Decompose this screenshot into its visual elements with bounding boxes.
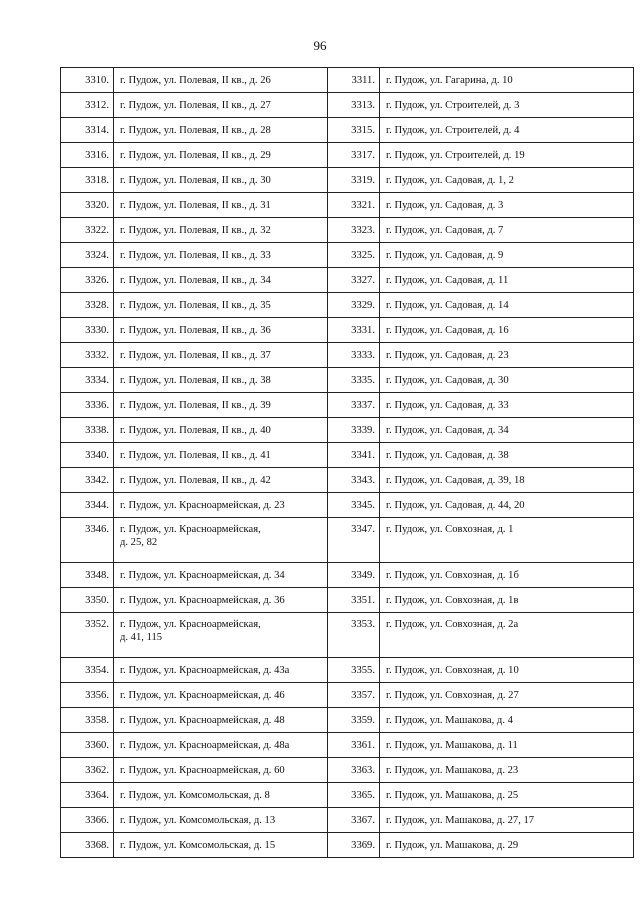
record-number: 3329.: [328, 293, 380, 318]
address-cell: г. Пудож, ул. Совхозная, д. 1в: [380, 588, 634, 613]
address-cell: г. Пудож, ул. Садовая, д. 38: [380, 443, 634, 468]
address-cell: г. Пудож, ул. Садовая, д. 7: [380, 218, 634, 243]
table-row: [61, 393, 634, 418]
table-row: [61, 658, 634, 683]
record-number: 3350.: [61, 588, 114, 613]
record-number: 3340.: [61, 443, 114, 468]
record-number: 3328.: [61, 293, 114, 318]
address-cell: г. Пудож, ул. Совхозная, д. 1: [380, 518, 634, 563]
record-number: 3352.: [61, 613, 114, 658]
address-cell: г. Пудож, ул. Машакова, д. 29: [380, 833, 634, 858]
address-cell: г. Пудож, ул. Машакова, д. 25: [380, 783, 634, 808]
record-number: 3316.: [61, 143, 114, 168]
table-row: [61, 808, 634, 833]
address-line: г. Пудож, ул. Красноармейская,: [120, 619, 261, 630]
record-number: 3313.: [328, 93, 380, 118]
record-number: 3347.: [328, 518, 380, 563]
address-cell: г. Пудож, ул. Совхозная, д. 10: [380, 658, 634, 683]
address-cell: г. Пудож, ул. Садовая, д. 1, 2: [380, 168, 634, 193]
record-number: 3366.: [61, 808, 114, 833]
address-cell: г. Пудож, ул. Машакова, д. 11: [380, 733, 634, 758]
table-row: [61, 563, 634, 588]
table-row: [61, 168, 634, 193]
address-cell: г. Пудож, ул. Садовая, д. 44, 20: [380, 493, 634, 518]
address-cell: г. Пудож, ул. Строителей, д. 3: [380, 93, 634, 118]
record-number: 3315.: [328, 118, 380, 143]
address-cell: г. Пудож, ул. Совхозная, д. 27: [380, 683, 634, 708]
address-line-continued: д. 25, 82: [120, 537, 158, 548]
address-cell: г. Пудож, ул. Гагарина, д. 10: [380, 68, 634, 93]
record-number: 3355.: [328, 658, 380, 683]
address-cell: г. Пудож, ул. Красноармейская, д. 23: [114, 493, 328, 518]
address-cell: г. Пудож, ул. Красноармейская, д. 46: [114, 683, 328, 708]
record-number: 3325.: [328, 243, 380, 268]
table-row: [61, 683, 634, 708]
record-number: 3314.: [61, 118, 114, 143]
address-cell: г. Пудож, ул. Комсомольская, д. 13: [114, 808, 328, 833]
record-number: 3358.: [61, 708, 114, 733]
record-number: 3356.: [61, 683, 114, 708]
record-number: 3330.: [61, 318, 114, 343]
record-number: 3317.: [328, 143, 380, 168]
address-cell: г. Пудож, ул. Садовая, д. 14: [380, 293, 634, 318]
table-row: [61, 318, 634, 343]
address-cell: г. Пудож, ул. Садовая, д. 33: [380, 393, 634, 418]
address-table-body: [61, 68, 634, 858]
record-number: 3334.: [61, 368, 114, 393]
address-cell: г. Пудож, ул. Полевая, II кв., д. 26: [114, 68, 328, 93]
address-cell: г. Пудож, ул. Полевая, II кв., д. 28: [114, 118, 328, 143]
record-number: 3359.: [328, 708, 380, 733]
record-number: 3364.: [61, 783, 114, 808]
address-cell: г. Пудож, ул. Садовая, д. 3: [380, 193, 634, 218]
address-cell: г. Пудож, ул. Комсомольская, д. 8: [114, 783, 328, 808]
table-row: [61, 708, 634, 733]
table-row: [61, 588, 634, 613]
address-line: г. Пудож, ул. Красноармейская,: [120, 524, 261, 535]
record-number: 3332.: [61, 343, 114, 368]
record-number: 3363.: [328, 758, 380, 783]
record-number: 3318.: [61, 168, 114, 193]
address-cell: г. Пудож, ул. Полевая, II кв., д. 40: [114, 418, 328, 443]
table-row: [61, 343, 634, 368]
record-number: 3326.: [61, 268, 114, 293]
address-line-continued: д. 41, 115: [120, 632, 163, 643]
table-row: [61, 143, 634, 168]
address-cell: г. Пудож, ул. Садовая, д. 23: [380, 343, 634, 368]
address-cell: г. Пудож, ул. Полевая, II кв., д. 36: [114, 318, 328, 343]
table-row: [61, 368, 634, 393]
record-number: 3319.: [328, 168, 380, 193]
record-number: 3322.: [61, 218, 114, 243]
address-table: [60, 67, 634, 858]
record-number: 3321.: [328, 193, 380, 218]
table-row: [61, 833, 634, 858]
record-number: 3351.: [328, 588, 380, 613]
address-cell: г. Пудож, ул. Полевая, II кв., д. 35: [114, 293, 328, 318]
address-cell: г. Пудож, ул. Совхозная, д. 2а: [380, 613, 634, 658]
address-cell: г. Пудож, ул. Машакова, д. 4: [380, 708, 634, 733]
record-number: 3338.: [61, 418, 114, 443]
record-number: 3337.: [328, 393, 380, 418]
table-row: [61, 268, 634, 293]
record-number: 3312.: [61, 93, 114, 118]
record-number: 3368.: [61, 833, 114, 858]
record-number: 3333.: [328, 343, 380, 368]
address-cell: г. Пудож, ул. Совхозная, д. 1б: [380, 563, 634, 588]
address-cell: г. Пудож, ул. Полевая, II кв., д. 29: [114, 143, 328, 168]
record-number: 3311.: [328, 68, 380, 93]
record-number: 3365.: [328, 783, 380, 808]
record-number: 3327.: [328, 268, 380, 293]
address-cell: г. Пудож, ул. Полевая, II кв., д. 27: [114, 93, 328, 118]
address-cell: г. Пудож, ул. Красноармейская, д. 36: [114, 588, 328, 613]
address-cell: г. Пудож, ул. Садовая, д. 34: [380, 418, 634, 443]
record-number: 3346.: [61, 518, 114, 563]
address-cell: г. Пудож, ул. Красноармейская, д. 34: [114, 563, 328, 588]
table-row: [61, 93, 634, 118]
address-cell: г. Пудож, ул. Садовая, д. 16: [380, 318, 634, 343]
address-cell: г. Пудож, ул. Красноармейская, д. 43а: [114, 658, 328, 683]
record-number: 3357.: [328, 683, 380, 708]
record-number: 3349.: [328, 563, 380, 588]
record-number: 3342.: [61, 468, 114, 493]
table-row: [61, 418, 634, 443]
address-cell: г. Пудож, ул. Садовая, д. 9: [380, 243, 634, 268]
address-cell: г. Пудож, ул. Строителей, д. 4: [380, 118, 634, 143]
address-cell: г. Пудож, ул. Полевая, II кв., д. 30: [114, 168, 328, 193]
record-number: 3341.: [328, 443, 380, 468]
record-number: 3353.: [328, 613, 380, 658]
record-number: 3354.: [61, 658, 114, 683]
record-number: 3331.: [328, 318, 380, 343]
table-row: [61, 733, 634, 758]
record-number: 3362.: [61, 758, 114, 783]
record-number: 3339.: [328, 418, 380, 443]
address-cell: г. Пудож, ул. Красноармейская, д. 60: [114, 758, 328, 783]
table-row: [61, 493, 634, 518]
record-number: 3343.: [328, 468, 380, 493]
record-number: 3369.: [328, 833, 380, 858]
table-row: [61, 613, 634, 658]
record-number: 3335.: [328, 368, 380, 393]
table-row: [61, 243, 634, 268]
address-cell: г. Пудож, ул. Садовая, д. 30: [380, 368, 634, 393]
address-cell: г. Пудож, ул. Полевая, II кв., д. 33: [114, 243, 328, 268]
record-number: 3344.: [61, 493, 114, 518]
address-cell: г. Пудож, ул. Полевая, II кв., д. 32: [114, 218, 328, 243]
address-cell: г. Пудож, ул. Строителей, д. 19: [380, 143, 634, 168]
page-number: 96: [313, 38, 327, 53]
table-row: [61, 783, 634, 808]
record-number: 3345.: [328, 493, 380, 518]
address-cell: г. Пудож, ул. Машакова, д. 27, 17: [380, 808, 634, 833]
address-cell: г. Пудож, ул. Полевая, II кв., д. 31: [114, 193, 328, 218]
record-number: 3367.: [328, 808, 380, 833]
address-cell: г. Пудож, ул. Машакова, д. 23: [380, 758, 634, 783]
record-number: 3360.: [61, 733, 114, 758]
record-number: 3323.: [328, 218, 380, 243]
record-number: 3310.: [61, 68, 114, 93]
address-cell: г. Пудож, ул. Полевая, II кв., д. 41: [114, 443, 328, 468]
address-cell: г. Пудож, ул. Полевая, II кв., д. 42: [114, 468, 328, 493]
address-cell: г. Пудож, ул. Садовая, д. 11: [380, 268, 634, 293]
record-number: 3336.: [61, 393, 114, 418]
record-number: 3361.: [328, 733, 380, 758]
record-number: 3320.: [61, 193, 114, 218]
address-cell: г. Пудож, ул. Полевая, II кв., д. 37: [114, 343, 328, 368]
table-row: [61, 293, 634, 318]
table-row: [61, 518, 634, 563]
table-row: [61, 443, 634, 468]
address-cell: г. Пудож, ул. Полевая, II кв., д. 39: [114, 393, 328, 418]
address-cell: г. Пудож, ул. Красноармейская, д. 48а: [114, 733, 328, 758]
address-cell: [114, 613, 328, 658]
table-row: [61, 468, 634, 493]
table-row: [61, 68, 634, 93]
address-cell: г. Пудож, ул. Красноармейская, д. 48: [114, 708, 328, 733]
record-number: 3324.: [61, 243, 114, 268]
address-cell: [114, 518, 328, 563]
address-cell: г. Пудож, ул. Садовая, д. 39, 18: [380, 468, 634, 493]
table-row: [61, 193, 634, 218]
table-row: [61, 758, 634, 783]
record-number: 3348.: [61, 563, 114, 588]
table-row: [61, 118, 634, 143]
table-row: [61, 218, 634, 243]
address-cell: г. Пудож, ул. Комсомольская, д. 15: [114, 833, 328, 858]
address-cell: г. Пудож, ул. Полевая, II кв., д. 34: [114, 268, 328, 293]
address-cell: г. Пудож, ул. Полевая, II кв., д. 38: [114, 368, 328, 393]
